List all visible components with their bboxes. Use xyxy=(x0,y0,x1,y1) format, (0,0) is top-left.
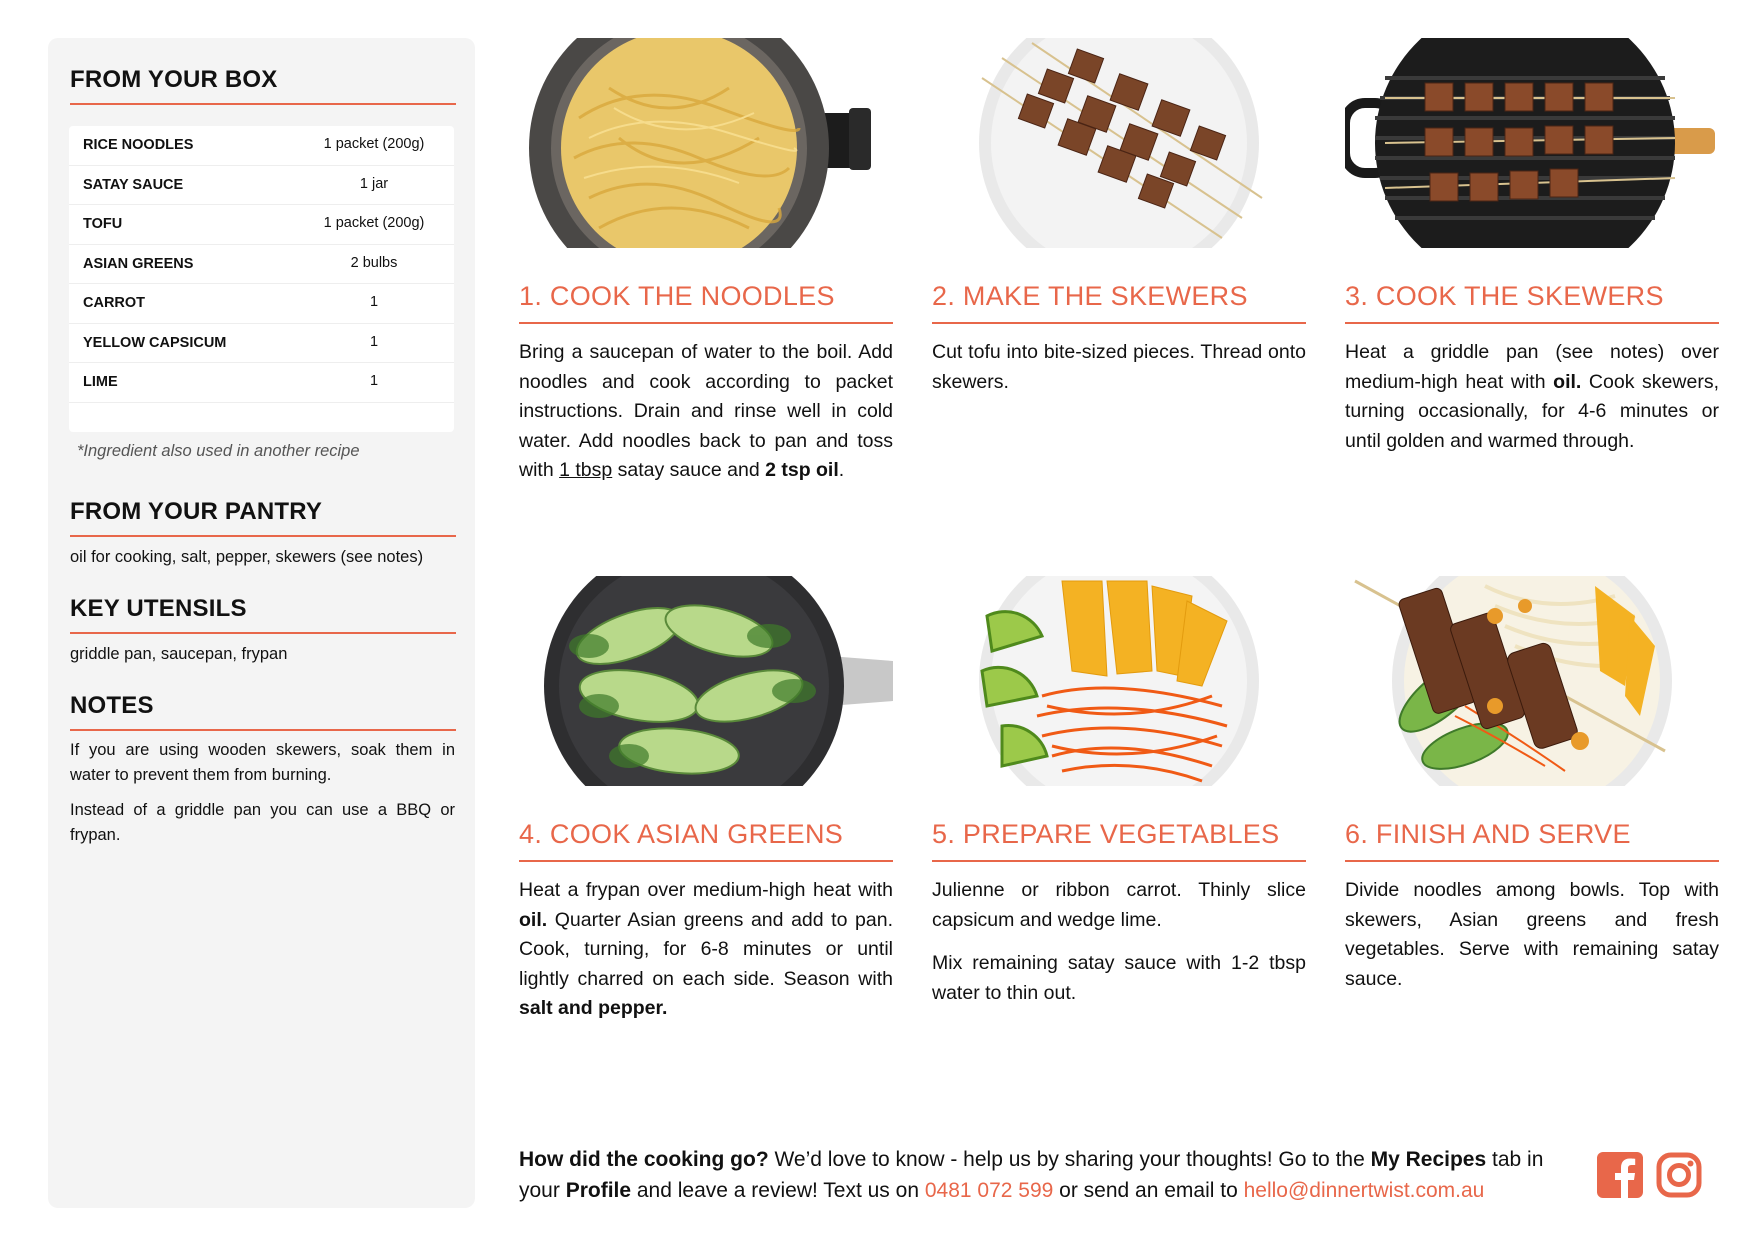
ingredient-row xyxy=(69,284,454,324)
ingredient-note: *Ingredient also used in another recipe xyxy=(77,442,360,460)
finished-dish-image xyxy=(1345,576,1719,786)
ingredient-qty: 1 packet (200g) xyxy=(323,215,425,231)
ingredient-name: ASIAN GREENS xyxy=(83,255,194,272)
step-body: Heat a griddle pan (see notes) over medium-high heat with oil. Cook skewers, turning occasionally, for 4-6 minutes or until golden and warmed through. xyxy=(1345,341,1719,452)
asian-greens-frypan-image xyxy=(519,576,893,786)
ingredient-name: TOFU xyxy=(83,216,123,232)
phone-link[interactable]: 0481 072 599 xyxy=(924,1179,1054,1202)
ingredient-name: LIME xyxy=(83,374,118,390)
step-title: 5. PREPARE VEGETABLES xyxy=(932,819,1306,862)
skewers-griddle-image xyxy=(1345,38,1719,248)
step-body: Bring a saucepan of water to the boil. Add noodles and cook according to packet instructions. Drain and rinse well in cold water. Add noodles back to pan and toss with 1 tbsp satay sauce and 2 tsp oil. xyxy=(519,341,893,481)
instagram-icon[interactable] xyxy=(1656,1152,1702,1198)
step-body: Cut tofu into bite-sized pieces. Thread onto skewers. xyxy=(932,341,1306,393)
step-5 xyxy=(932,576,1306,1004)
ingredient-qty: 1 xyxy=(369,373,379,389)
utensils-title: KEY UTENSILS xyxy=(70,595,456,634)
step-title: 3. COOK THE SKEWERS xyxy=(1345,281,1719,324)
step-body: Heat a frypan over medium-high heat with oil. Quarter Asian greens and add to pan. Cook, turning, for 6-8 minutes or until lightly charred on each side. Season with salt and pepper. xyxy=(519,879,893,1019)
ingredient-row xyxy=(69,166,454,206)
ingredient-qty: 1 xyxy=(369,333,379,350)
ingredient-qty: 2 bulbs xyxy=(350,254,398,271)
ingredient-qty: 1 packet (200g) xyxy=(323,136,425,152)
note-item: Instead of a griddle pan you can use a BBQ or frypan. xyxy=(70,801,455,844)
step-title: 1. COOK THE NOODLES xyxy=(519,281,893,324)
from-your-box-title: FROM YOUR BOX xyxy=(70,66,456,105)
ingredient-row xyxy=(69,245,454,285)
ingredients-table xyxy=(69,126,454,432)
note-item: If you are using wooden skewers, soak them in water to prevent them from burning. xyxy=(70,741,455,784)
step-title: 4. COOK ASIAN GREENS xyxy=(519,819,893,862)
step-2 xyxy=(932,38,1306,393)
step-3 xyxy=(1345,38,1719,452)
notes-title: NOTES xyxy=(70,692,456,731)
ingredient-row xyxy=(69,126,454,166)
noodles-in-saucepan-image xyxy=(519,38,893,248)
facebook-icon[interactable] xyxy=(1597,1152,1643,1198)
ingredient-name: SATAY SAUCE xyxy=(83,176,184,193)
step-6 xyxy=(1345,576,1719,990)
ingredient-name: RICE NOODLES xyxy=(83,137,194,153)
ingredient-name: YELLOW CAPSICUM xyxy=(83,334,227,351)
pantry-text: oil for cooking, salt, pepper, skewers (see notes) xyxy=(70,548,424,566)
step-title: 6. FINISH AND SERVE xyxy=(1345,819,1719,862)
email-link[interactable]: hello@dinnertwist.com.au xyxy=(1243,1179,1485,1202)
ingredient-row xyxy=(69,363,454,403)
ingredient-row xyxy=(69,205,454,245)
utensils-text: griddle pan, saucepan, frypan xyxy=(70,645,288,663)
ingredient-qty: 1 xyxy=(369,294,379,310)
prepared-vegetables-plate-image xyxy=(932,576,1306,786)
step-4 xyxy=(519,576,893,1019)
ingredient-row xyxy=(69,324,454,364)
feedback-question: How did the cooking go? xyxy=(519,1148,769,1171)
step-body: Julienne or ribbon carrot. Thinly slice capsicum and wedge lime. Mix remaining satay sauce with 1-2 tbsp water to thin out. xyxy=(932,879,1306,1004)
step-title: 2. MAKE THE SKEWERS xyxy=(932,281,1306,324)
ingredients-sidebar xyxy=(48,38,475,1208)
tofu-skewers-plate-image xyxy=(932,38,1306,248)
ingredient-qty: 1 jar xyxy=(359,175,389,192)
pantry-title: FROM YOUR PANTRY xyxy=(70,498,456,537)
ingredient-name: CARROT xyxy=(83,295,146,311)
step-1 xyxy=(519,38,893,481)
step-body: Divide noodles among bowls. Top with skewers, Asian greens and fresh vegetables. Serve with remaining satay sauce. xyxy=(1345,879,1719,990)
feedback-footer: How did the cooking go? We’d love to know - help us by sharing your thoughts! Go to the My Recipes tab in your Profile and leave a review! Text us on 0481 072 599 or send an email to hello@dinnertwist.com.au xyxy=(519,1148,1544,1202)
